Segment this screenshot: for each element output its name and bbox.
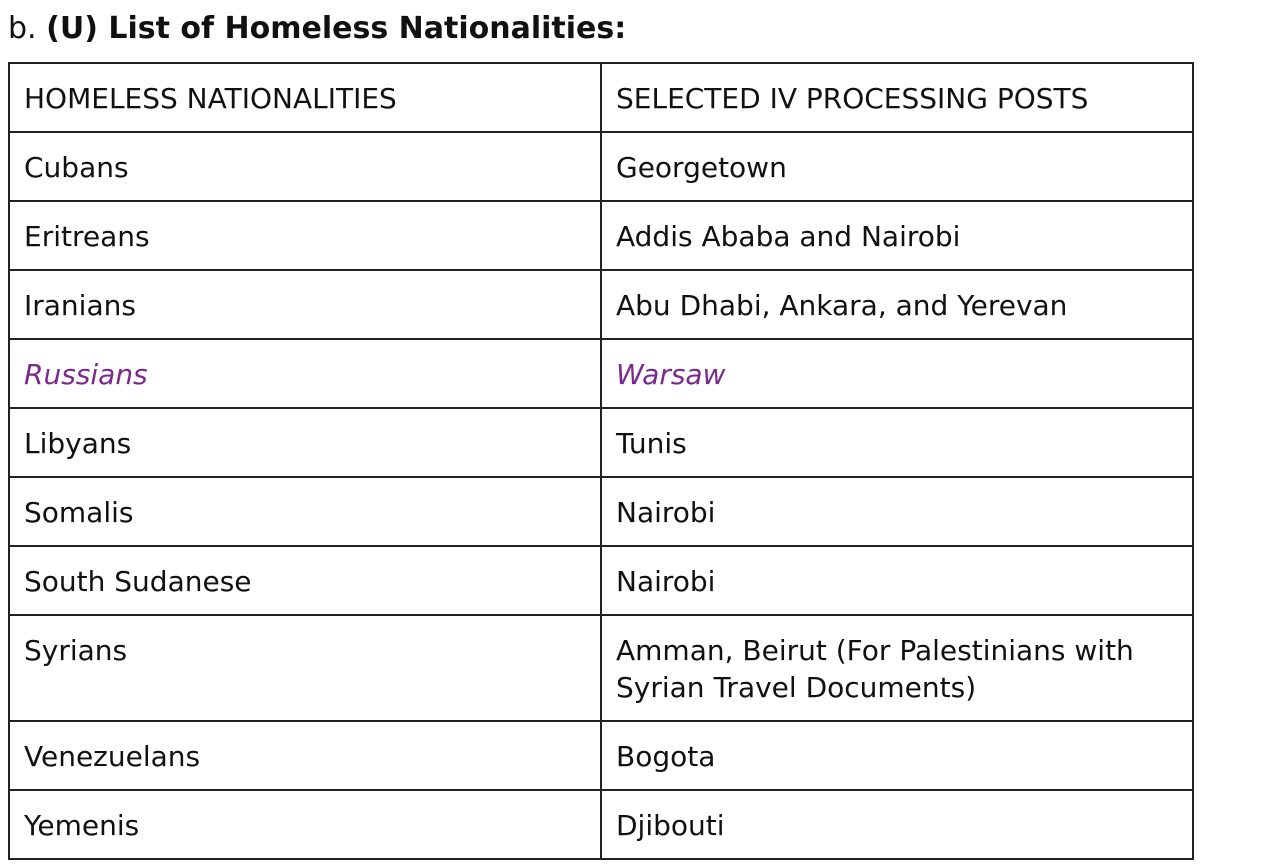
nationality-cell: Syrians [9, 615, 601, 721]
table-header-row [9, 63, 1193, 132]
posts-cell: Nairobi [601, 477, 1193, 546]
table-row [9, 477, 1193, 546]
nationality-cell: Iranians [9, 270, 601, 339]
nationality-cell: Cubans [9, 132, 601, 201]
section-title: (U) List of Homeless Nationalities: [46, 11, 627, 46]
posts-cell: Warsaw [601, 339, 1193, 408]
table-row [9, 408, 1193, 477]
posts-cell: Bogota [601, 721, 1193, 790]
section-prefix: b. [8, 11, 37, 46]
nationality-cell: Russians [9, 339, 601, 408]
posts-cell: Georgetown [601, 132, 1193, 201]
column-header-nationalities: HOMELESS NATIONALITIES [9, 63, 601, 132]
table-row [9, 615, 1193, 721]
table-row [9, 132, 1193, 201]
posts-cell: Addis Ababa and Nairobi [601, 201, 1193, 270]
nationality-cell: Yemenis [9, 790, 601, 859]
nationality-cell: South Sudanese [9, 546, 601, 615]
table-row-highlighted [9, 339, 1193, 408]
posts-cell: Abu Dhabi, Ankara, and Yerevan [601, 270, 1193, 339]
column-header-posts: SELECTED IV PROCESSING POSTS [601, 63, 1193, 132]
posts-cell: Djibouti [601, 790, 1193, 859]
nationality-cell: Venezuelans [9, 721, 601, 790]
nationality-cell: Eritreans [9, 201, 601, 270]
posts-cell: Amman, Beirut (For Palestinians with Syrian Travel Documents) [601, 615, 1193, 721]
posts-cell: Tunis [601, 408, 1193, 477]
section-heading [8, 10, 626, 48]
table-row [9, 721, 1193, 790]
table-row [9, 546, 1193, 615]
nationalities-table [8, 62, 1194, 860]
posts-cell: Nairobi [601, 546, 1193, 615]
nationality-cell: Somalis [9, 477, 601, 546]
nationality-cell: Libyans [9, 408, 601, 477]
table-row [9, 201, 1193, 270]
table-row [9, 270, 1193, 339]
table-row [9, 790, 1193, 859]
